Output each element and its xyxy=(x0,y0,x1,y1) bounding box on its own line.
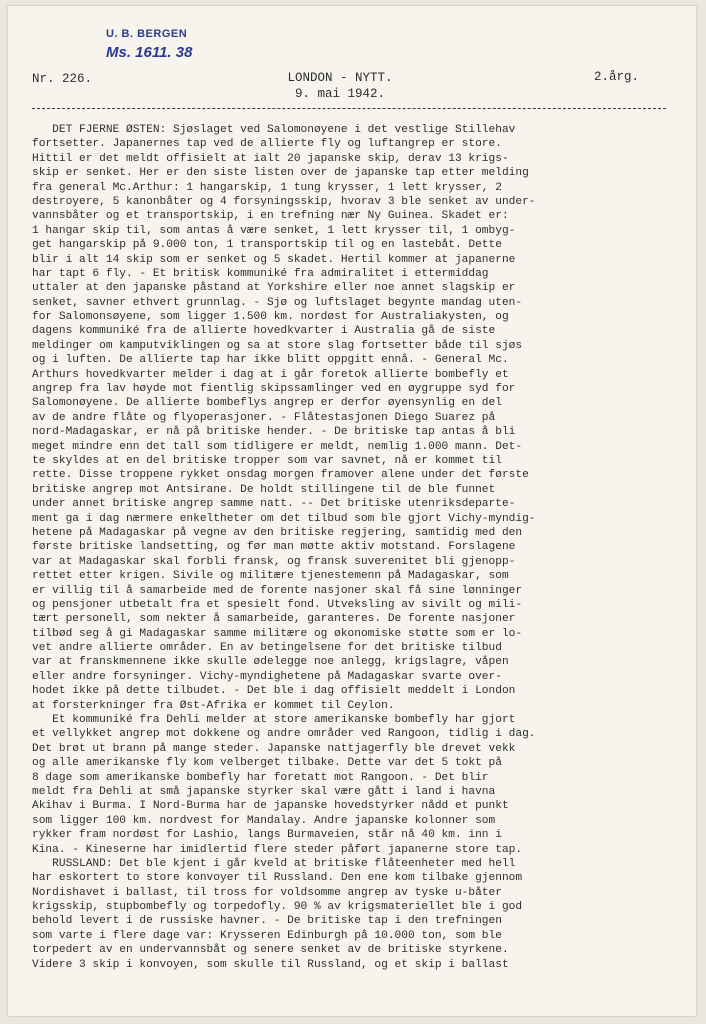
library-stamp xyxy=(106,28,192,61)
text-line: under annet britiske angrep samme natt. -- Det britiske utenriksdeparte- xyxy=(32,498,516,511)
text-line: Nordishavet i ballast, til tross for voldsomme angrep av tyske u-båter xyxy=(32,886,502,899)
text-line: Det brøt ut brann på mange steder. Japanske nattjagerfly ble drevet vekk xyxy=(32,742,516,755)
text-line: Akihav i Burma. I Nord-Burma har de japanske hovedstyrker nådd et punkt xyxy=(32,800,509,813)
text-line: Hittil er det meldt offisielt at ialt 20 japanske skip, derav 13 krigs- xyxy=(32,152,509,165)
text-line: DET FJERNE ØSTEN: Sjøslaget ved Salomonøyene i det vestlige Stillehav xyxy=(32,124,516,136)
text-line: tært personell, som nekter å samarbeide, garanteres. De forente nasjoner xyxy=(32,613,516,626)
text-line: Et kommuniké fra Dehli melder at store amerikanske bombefly har gjort xyxy=(32,714,516,727)
volume-year: 2.årg. xyxy=(594,70,640,84)
text-line: skip er senket. Her er den siste listen over de japanske tap etter melding xyxy=(32,167,529,180)
text-line: har tapt 6 fly. - Et britisk kommuniké fra admiralitet i ettermiddag xyxy=(32,267,489,280)
text-line: var at franskmennene ikke skulle ødelegge noe anlegg, krigslagre, våpen xyxy=(32,656,509,669)
text-line: var at Madagaskar skal forbli fransk, og fransk suverenitet bli gjenopp- xyxy=(32,555,516,568)
text-line: fra general Mc.Arthur: 1 hangarskip, 1 tung krysser, 1 lett krysser, 2 xyxy=(32,181,502,194)
text-line: angrep fra lav høyde mot fientlig skipssamlinger ved en øygruppe syd for xyxy=(32,383,516,396)
text-line: te skyldes at en del britiske tropper som var savnet, nå er kommet til xyxy=(32,454,502,467)
text-line: blir i alt 14 skip som er senket og 5 skadet. Hertil kommer at japanerne xyxy=(32,253,516,266)
text-line: get hangarskip på 9.000 ton, 1 transportskip til og en lastebåt. Dette xyxy=(32,239,502,252)
text-line: meldinger om kamputviklingen og sa at store slag fortsetter både til sjøs xyxy=(32,339,523,352)
text-line: krigsskip, stupbombefly og torpedofly. 90 % av krigsmateriellet ble i god xyxy=(32,901,523,914)
masthead-title: LONDON - NYTT. xyxy=(287,71,393,85)
text-line: fortsetter. Japanernes tap ved de allierte fly og luftangrep er store. xyxy=(32,138,502,151)
text-line: som varte i flere dage var: Krysseren Edinburgh på 10.000 ton, som ble xyxy=(32,929,502,942)
text-line: rettet etter krigen. Sivile og militære tjenestemenn på Madagaskar, som xyxy=(32,570,509,583)
masthead xyxy=(270,70,410,102)
text-line: av de andre flåte og flyoperasjoner. - Flåtestasjonen Diego Suarez på xyxy=(32,411,496,424)
text-line: Videre 3 skip i konvoyen, som skulle til Russland, og et skip i ballast xyxy=(32,958,509,971)
text-line: hetene på Madagaskar på vegne av den britiske regjering, samtidig med den xyxy=(32,526,523,539)
document-page xyxy=(8,6,696,1016)
text-line: vet andre allierte områder. En av betingelsene for det britiske tilbud xyxy=(32,642,502,655)
text-line: som ligger 100 km. nordvest for Mandalay. Andre japanske kolonner som xyxy=(32,814,496,827)
text-line: RUSSLAND: Det ble kjent i går kveld at britiske flåteenheter med hell xyxy=(32,857,516,870)
text-line: Arthurs hovedkvarter melder i dag at i går foretok allierte bombefly et xyxy=(32,368,509,381)
text-line: et vellykket angrep mot dokkene og andre områder ved Rangoon, tidlig i dag. xyxy=(32,728,536,741)
text-line: 8 dage som amerikanske bombefly har foretatt mot Rangoon. - Det blir xyxy=(32,771,489,784)
article-body xyxy=(32,123,680,972)
text-line: meldt fra Dehli at små japanske styrker skal være gått i land i havna xyxy=(32,785,496,798)
text-line: dagens kommuniké fra de allierte hovedkvarter i Australia gå de siste xyxy=(32,325,496,338)
text-line: tilbød seg å gi Madagaskar samme militære og økonomiske støtte som er lo- xyxy=(32,627,523,640)
text-line: første britiske landsetting, og før man møtte aktiv motstand. Forslagene xyxy=(32,541,516,554)
text-line: hodet ikke på dette tilbudet. - Det ble i dag offisielt meddelt i London xyxy=(32,685,516,698)
text-line: er villig til å samarbeide med de forente nasjoner skal få sine lønninger xyxy=(32,584,523,597)
text-line: 1 hangar skip til, som antas å være senket, 1 lett krysser til, 1 ombyg- xyxy=(32,224,516,237)
text-line: britiske angrep mot Antsirane. De holdt stillingene til de ble funnet xyxy=(32,483,496,496)
text-line: og alle amerikanske fly kom velberget tilbake. Dette var det 5 tokt på xyxy=(32,757,502,770)
text-line: og pensjoner utbetalt fra et spesielt fond. Utveksling av sivilt og mili- xyxy=(32,598,523,611)
text-line: har eskortert to store konvoyer til Russland. Den ene kom tilbake gjennom xyxy=(32,872,523,885)
text-line: Kina. - Kineserne har imidlertid flere steder påført japanerne store tap. xyxy=(32,843,523,856)
text-line: rette. Disse troppene rykket onsdag morgen framover alene under det første xyxy=(32,469,529,482)
text-line: meget mindre enn det tall som tidligere er meldt, nemlig 1.000 mann. Det- xyxy=(32,440,523,453)
text-line: vannsbåter og et transportskip, i en trefning nær Ny Guinea. Skadet er: xyxy=(32,210,509,223)
stamp-manuscript-number: Ms. 1611. 38 xyxy=(106,44,193,61)
text-line: og i luften. De allierte tap har ikke blitt oppgitt ennå. - General Mc. xyxy=(32,354,509,367)
text-line: senket, savner ethvert grunnlag. - Sjø og luftslaget begynte mandag uten- xyxy=(32,296,523,309)
header-divider xyxy=(32,108,666,109)
stamp-library-name: U. B. BERGEN xyxy=(106,28,188,40)
text-line: uttaler at den japanske påstand at Yorkshire eller noe annet slagskip er xyxy=(32,282,516,295)
text-line: behold levert i de russiske havner. - De britiske tap i den trefningen xyxy=(32,915,502,928)
text-line: ment ga i dag nærmere enkeltheter om det tilbud som ble gjort Vichy-myndig- xyxy=(32,512,536,525)
text-line: destroyere, 5 kanonbåter og 4 forsyningsskip, hvorav 3 ble senket av under- xyxy=(32,195,536,208)
text-line: torpedert av en undervannsbåt og senere senket av de britiske styrkene. xyxy=(32,944,509,957)
masthead-date: 9. mai 1942. xyxy=(294,87,385,101)
text-line: at forsterkninger fra Øst-Afrika er kommet til Ceylon. xyxy=(32,699,395,712)
text-line: rykker fram nordøst for Lashio, langs Burmaveien, står nå 40 km. inn i xyxy=(32,829,502,842)
text-line: for Salomonsøyene, som ligger 1.500 km. nordøst for Australiakysten, og xyxy=(32,311,509,324)
text-line: Salomonøyene. De allierte bombeflys angrep er derfor øyensynlig en del xyxy=(32,397,502,410)
issue-number: Nr. 226. xyxy=(32,72,93,86)
text-line: eller andre forsyninger. Vichy-myndighetene på Madagaskar svarte over- xyxy=(32,670,502,683)
text-line: nord-Madagaskar, er nå på britiske hender. - De britiske tap antas å bli xyxy=(32,426,516,439)
